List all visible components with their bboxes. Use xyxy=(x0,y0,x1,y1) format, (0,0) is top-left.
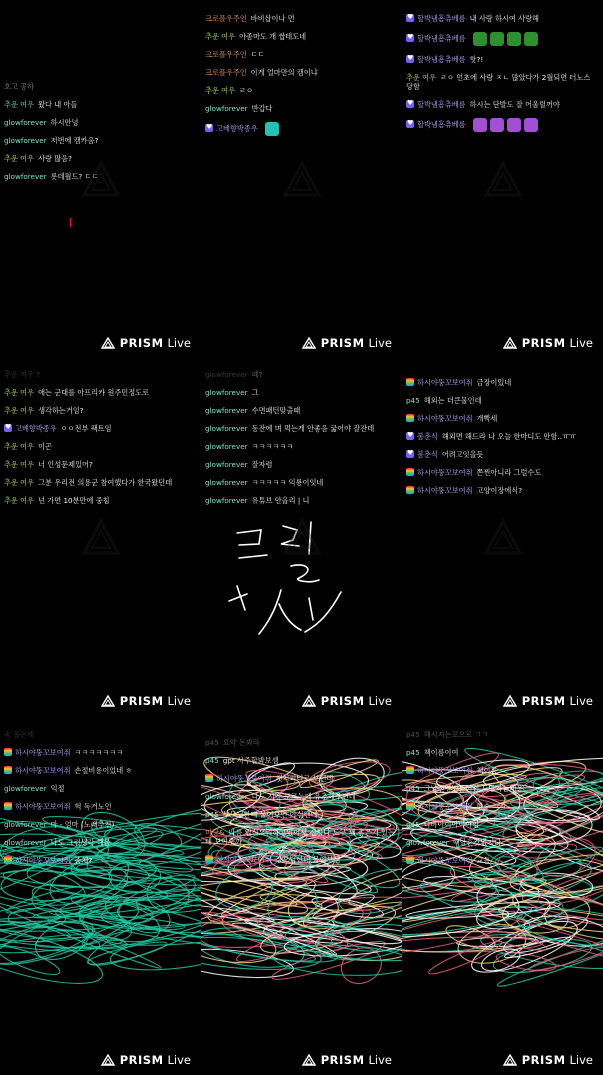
chat-text: 장모님한테 물어보셈 xyxy=(275,855,341,864)
prism-watermark-icon xyxy=(81,159,121,199)
prism-live-logo xyxy=(503,336,593,350)
chat-message xyxy=(205,738,398,747)
chat-username[interactable]: 하시야뚱꼬보여줘 xyxy=(216,774,272,783)
heart-badge-icon xyxy=(406,120,414,128)
emote-sticker-icon xyxy=(507,32,521,46)
chat-text: 좀체? xyxy=(74,856,93,865)
rainbow-badge-icon xyxy=(4,766,12,774)
chat-text: 너 인성문제있어? xyxy=(38,460,93,469)
chat-username[interactable]: glowforever xyxy=(4,820,47,829)
chat-username[interactable]: 추운 여우 xyxy=(4,478,35,487)
prism-logo-icon xyxy=(101,1054,115,1066)
brand-suffix: Live xyxy=(167,1053,191,1067)
chat-username[interactable]: 추운 여우 xyxy=(4,100,35,109)
chat-text: 수면패턴맞출때 xyxy=(251,406,301,415)
chat-username[interactable]: 크로플우주인 xyxy=(205,68,247,77)
chat-username[interactable]: glowforever xyxy=(4,118,47,127)
chat-username[interactable]: glowforever xyxy=(205,370,248,379)
brand-name: PRISM xyxy=(320,336,365,350)
chat-text: 그 xyxy=(251,388,259,397)
prism-logo-icon xyxy=(302,337,316,349)
chat-username[interactable]: glowforever xyxy=(406,838,449,847)
chat-text: 쫀찐아니라 그럴수도 xyxy=(476,468,542,477)
chat-username[interactable]: 추운 여우 xyxy=(4,460,35,469)
chat-text: 부모님한테 물어보면 아실텐데 xyxy=(222,810,318,819)
chat-message xyxy=(205,68,398,77)
stream-panel-8 xyxy=(201,716,402,1075)
chat-list xyxy=(205,738,398,873)
heart-badge-icon xyxy=(406,450,414,458)
chat-username[interactable]: 미당& xyxy=(205,828,225,837)
chat-username[interactable]: p45 xyxy=(406,784,420,793)
heart-badge-icon xyxy=(406,34,414,42)
brand-name: PRISM xyxy=(119,1053,164,1067)
chat-message xyxy=(406,450,599,459)
prism-logo-icon xyxy=(302,1054,316,1066)
chat-username[interactable]: 할박냄흠츄베름 xyxy=(417,100,466,109)
brand-suffix: Live xyxy=(569,694,593,708)
chat-list xyxy=(406,378,599,504)
chat-username[interactable]: glowforever xyxy=(205,442,248,451)
chat-text: 헉 독거노인 xyxy=(74,802,112,811)
stream-panel-7 xyxy=(0,716,201,1075)
chat-text: 챗지피티로 보던데 xyxy=(275,774,334,783)
chat-username[interactable]: p45 xyxy=(406,820,420,829)
chat-username[interactable]: 추운 여우 ? xyxy=(4,370,41,379)
emote-sticker-icon xyxy=(524,32,538,46)
chat-text: 향수 ㄱㄱ xyxy=(476,802,507,811)
prism-logo-icon xyxy=(101,337,115,349)
brand-name: PRISM xyxy=(119,694,164,708)
chat-list xyxy=(205,14,398,145)
chat-username[interactable]: glowforever xyxy=(205,388,248,397)
rainbow-badge-icon xyxy=(205,774,213,782)
chat-message xyxy=(4,478,197,487)
prism-watermark-icon xyxy=(81,517,121,557)
rainbow-badge-icon xyxy=(406,468,414,476)
emote-sticker-icon xyxy=(507,118,521,132)
chat-username[interactable]: 하시야뚱꼬보여줘 xyxy=(417,414,473,423)
chat-text: 하시는 단발도 잘 어울릴꺼야 xyxy=(469,100,560,109)
chat-text: 내 사랑 하시여 사랑해 xyxy=(469,14,539,23)
chat-list xyxy=(406,14,599,141)
chat-message xyxy=(4,766,197,775)
chat-message xyxy=(205,104,398,113)
chat-message xyxy=(205,32,398,41)
chat-username[interactable]: 할박냄흠츄베름 xyxy=(417,34,466,43)
chat-text: ㄷㄷ xyxy=(250,50,265,59)
chat-text: 해시지는꼬으로 ㄱㄱ xyxy=(423,730,489,739)
brand-name: PRISM xyxy=(119,336,164,350)
chat-message xyxy=(406,396,599,405)
emote-sticker-icon xyxy=(473,32,487,46)
chat-message xyxy=(406,486,599,495)
chat-list xyxy=(4,730,197,874)
chat-list xyxy=(4,370,197,514)
chat-message xyxy=(4,496,197,505)
chat-text: 핵날흔갓없지나 xyxy=(452,838,502,847)
heart-badge-icon xyxy=(406,55,414,63)
chat-text: 핫?! xyxy=(469,55,484,64)
chat-username[interactable]: 하시야뚱꼬보여줘 xyxy=(417,856,473,865)
chat-username[interactable]: p45 xyxy=(205,738,219,747)
chat-text: 바비삽이나 먼 xyxy=(250,14,295,23)
prism-live-logo xyxy=(503,694,593,708)
chat-text: ㄹㅇ xyxy=(239,86,253,95)
chat-message xyxy=(406,766,599,775)
chat-message xyxy=(205,810,398,819)
chat-text: 나도 시간 모르는데 유추해주던데 xyxy=(251,792,356,801)
chat-message xyxy=(4,730,197,739)
chat-message xyxy=(4,784,197,793)
chat-username[interactable]: 하시야뚱꼬보여줘 xyxy=(417,378,473,387)
chat-username[interactable]: 하시야뚱꼬보여줘 xyxy=(417,486,473,495)
chat-username[interactable]: 하시야뚱꼬보여줘 xyxy=(417,766,473,775)
heart-badge-icon xyxy=(4,424,12,432)
prism-live-logo xyxy=(503,1053,593,1067)
heart-badge-icon xyxy=(406,14,414,22)
chat-username[interactable]: 추운 여우 xyxy=(205,86,236,95)
chat-username[interactable]: 속 볼는제 xyxy=(4,730,35,739)
chat-username[interactable]: glowforever xyxy=(205,478,248,487)
brand-name: PRISM xyxy=(320,694,365,708)
chat-text: 하시안녕 xyxy=(50,118,79,127)
heart-badge-icon xyxy=(406,100,414,108)
chat-list xyxy=(406,730,599,874)
chat-username[interactable]: 봄춘식 xyxy=(417,432,438,441)
chat-username[interactable]: 할박냄흠츄베름 xyxy=(417,120,466,129)
rainbow-badge-icon xyxy=(406,766,414,774)
chat-message xyxy=(205,792,398,801)
prism-live-logo xyxy=(101,694,191,708)
prism-logo-icon xyxy=(101,695,115,707)
chat-message xyxy=(4,442,197,451)
chat-username[interactable]: 추운 여우 xyxy=(4,496,35,505)
chat-username[interactable]: 고베향박종우 xyxy=(216,124,258,133)
chat-text: 책이름 xyxy=(476,766,498,775)
chat-text: 금장이있네 xyxy=(476,378,512,387)
chat-message xyxy=(205,86,398,95)
rainbow-badge-icon xyxy=(205,855,213,863)
chat-message xyxy=(4,820,197,829)
chat-text: 왔다 내 아들 xyxy=(38,100,78,109)
stream-panel-9 xyxy=(402,716,603,1075)
prism-live-logo xyxy=(302,336,392,350)
chat-message xyxy=(205,122,398,136)
emote-sticker-icon xyxy=(490,118,504,132)
chat-message xyxy=(406,748,599,757)
chat-username[interactable]: glowforever xyxy=(205,406,248,415)
scribble-stroke xyxy=(0,893,144,976)
prism-live-logo xyxy=(302,694,392,708)
chat-username[interactable]: p45 xyxy=(406,396,420,405)
chat-text: 요약 돈봐라 xyxy=(222,738,260,747)
rainbow-badge-icon xyxy=(406,486,414,494)
chat-message xyxy=(4,748,197,757)
chat-text: ㅇㅇ전부 팩트임 xyxy=(60,424,112,433)
chat-username[interactable]: 추운 여우 xyxy=(4,442,35,451)
chat-text: 아좀마도 개 쌉테도네 xyxy=(239,32,307,41)
chat-username[interactable]: glowforever xyxy=(205,496,248,505)
chat-message xyxy=(406,378,599,387)
chat-text: 개빡세 xyxy=(476,414,498,423)
chat-message xyxy=(4,388,197,397)
chat-text: ㄹㅇ 언초에 사랑 ㅈㄴ 많았다가 2월되면 터노스 당함 xyxy=(406,73,591,91)
chat-message xyxy=(4,370,197,379)
brand-suffix: Live xyxy=(368,336,392,350)
chat-text: 나바아이아이아앙 xyxy=(423,820,480,829)
chat-message xyxy=(406,838,599,847)
chat-text: 떼? xyxy=(251,370,263,379)
chat-text: 해외면 해드라 나 오늘 한마디도 안함..ㅠㅠ xyxy=(441,432,576,441)
chat-message xyxy=(406,14,599,23)
brand-suffix: Live xyxy=(167,694,191,708)
chat-text: 유튜브 안올리 | 니 xyxy=(251,496,310,505)
prism-logo-icon xyxy=(302,695,316,707)
chat-text: ㅋㅋㅋㅋㅋ 익룡이잇네 xyxy=(251,478,324,487)
chat-message xyxy=(4,424,197,433)
chat-text: 애는 군대를 아프리카 원주민정도로 xyxy=(38,388,150,397)
prism-logo-icon xyxy=(503,1054,517,1066)
chat-username[interactable]: 크로플우주인 xyxy=(205,50,247,59)
chat-message xyxy=(205,50,398,59)
chat-username[interactable]: p45 xyxy=(205,756,219,765)
chat-username[interactable]: glowforever xyxy=(205,460,248,469)
chat-message xyxy=(4,406,197,415)
chat-username[interactable]: glowforever xyxy=(4,172,47,181)
scribble-stroke xyxy=(5,883,85,917)
chat-text: 반갑다 xyxy=(251,104,273,113)
stream-panel-1 xyxy=(0,0,201,358)
chat-text: ㅋㅋㅋㅋㅋㅋ xyxy=(251,442,294,451)
chat-text: 동잔에 며 먹는게 안좋음 굶어야 잘잔데 xyxy=(251,424,375,433)
chat-message xyxy=(205,756,398,765)
chat-username[interactable]: glowforever xyxy=(4,784,47,793)
chat-username[interactable]: 크로플우주인 xyxy=(205,14,247,23)
chat-username[interactable]: 할박냄흠츄베름 xyxy=(417,55,466,64)
chat-message xyxy=(406,468,599,477)
chat-message xyxy=(406,820,599,829)
emote-sticker-icon xyxy=(490,32,504,46)
prism-logo-icon xyxy=(503,695,517,707)
rainbow-badge-icon xyxy=(406,414,414,422)
chat-text: 교톨 xyxy=(476,856,491,865)
brand-name: PRISM xyxy=(521,1053,566,1067)
prism-live-logo xyxy=(101,336,191,350)
chat-message xyxy=(4,100,197,109)
chat-username[interactable]: p45 xyxy=(205,810,219,819)
chat-message xyxy=(406,730,599,739)
stream-panel-4 xyxy=(0,358,201,716)
chat-username[interactable]: 하시야뚱꼬보여줘 xyxy=(216,855,272,864)
emote-sticker-icon xyxy=(473,118,487,132)
stream-panel-2 xyxy=(201,0,402,358)
stream-panel-6 xyxy=(402,358,603,716)
scribble-stroke xyxy=(402,903,510,942)
chat-username[interactable]: glowforever xyxy=(205,424,248,433)
heart-badge-icon xyxy=(205,124,213,132)
prism-watermark-icon xyxy=(483,517,523,557)
stream-panel-3 xyxy=(402,0,603,358)
emote-sticker-icon xyxy=(524,118,538,132)
rainbow-badge-icon xyxy=(406,856,414,864)
chat-text: gpt 사주할봐보셈 xyxy=(222,756,279,765)
chat-text: 익절 xyxy=(50,784,65,793)
prism-watermark-icon xyxy=(282,517,322,557)
chat-username[interactable]: p45 xyxy=(406,730,420,739)
chat-message xyxy=(205,774,398,783)
chat-username[interactable]: glowforever xyxy=(4,136,47,145)
chat-username[interactable]: 추운 여우 xyxy=(406,73,437,82)
rainbow-badge-icon xyxy=(406,378,414,386)
stream-panel-5 xyxy=(201,358,402,716)
chat-text: 잘자렴 xyxy=(251,460,273,469)
brand-name: PRISM xyxy=(521,694,566,708)
chat-message xyxy=(4,460,197,469)
chat-username[interactable]: 하시야뚱꼬보여줘 xyxy=(417,802,473,811)
rainbow-badge-icon xyxy=(4,802,12,810)
chat-text: 손절비용이었네 ㅎ xyxy=(74,766,133,775)
heart-badge-icon xyxy=(406,432,414,440)
brand-suffix: Live xyxy=(167,336,191,350)
chat-username[interactable]: glowforever xyxy=(4,838,47,847)
chat-message xyxy=(406,32,599,46)
chat-username[interactable]: 하시야뚱꼬보여줘 xyxy=(15,748,71,757)
chat-text: 해외는 더큰물인데 xyxy=(423,396,482,405)
brand-name: PRISM xyxy=(521,336,566,350)
chat-username[interactable]: glowforever xyxy=(205,792,248,801)
chat-username[interactable]: p45 xyxy=(406,748,420,757)
chat-username[interactable]: 하시야뚱꼬보여줘 xyxy=(15,766,71,775)
chat-message xyxy=(406,55,599,64)
chat-message xyxy=(205,855,398,864)
rainbow-badge-icon xyxy=(406,802,414,810)
chat-username[interactable]: 고베향박종우 xyxy=(15,424,57,433)
chat-message xyxy=(4,82,197,91)
chat-username[interactable]: 추운 여우 xyxy=(4,406,35,415)
chat-text: 마 - 엄마 (노래추천) xyxy=(50,820,115,829)
chat-username[interactable]: 추운 여우 xyxy=(4,388,35,397)
chat-message xyxy=(205,828,398,846)
chat-message xyxy=(4,118,197,127)
chat-text: 넌 가면 10분만에 중침 xyxy=(38,496,110,505)
rainbow-badge-icon xyxy=(4,748,12,756)
chat-text: 생각하는거임? xyxy=(38,406,84,415)
chat-text: 고양이장에식? xyxy=(476,486,523,495)
chat-message xyxy=(406,432,599,441)
chat-username[interactable]: 호고 공하 xyxy=(4,82,35,91)
prism-logo-icon xyxy=(503,337,517,349)
chat-text: 나름 일식요리하고있어서 접시나 도구 꽤 좋은거 있는데 보여주까 xyxy=(205,828,395,846)
chat-message xyxy=(406,856,599,865)
chat-text: 책이름이여 xyxy=(423,748,459,757)
chat-username[interactable]: 하시야뚱꼬보여줘 xyxy=(15,802,71,811)
chat-username[interactable]: 추운 여우 xyxy=(205,32,236,41)
chat-text: ㅋㅋㅋㅋㅋㅋㅋ xyxy=(74,748,124,757)
chat-message xyxy=(205,14,398,23)
chat-username[interactable]: 할박냄흠츄베름 xyxy=(417,14,466,23)
brand-suffix: Live xyxy=(569,1053,593,1067)
brand-name: PRISM xyxy=(320,1053,365,1067)
brand-suffix: Live xyxy=(368,694,392,708)
prism-live-logo xyxy=(101,1053,191,1067)
chat-text: 그분 우리전 의용군 참여했다가 한국왔던데 xyxy=(38,478,173,487)
chat-message xyxy=(406,784,599,793)
chat-text: 나도 그런생각 해봄 xyxy=(50,838,111,847)
emote-sticker-icon xyxy=(265,122,279,136)
chat-text: 이곤 xyxy=(38,442,52,451)
chat-text: 저번에 캠카옴? xyxy=(50,136,99,145)
chat-text: 이게 얼마만의 캠이냐 xyxy=(250,68,318,77)
chat-username[interactable]: 추운 여우 xyxy=(4,154,35,163)
chat-username[interactable]: 봄춘식 xyxy=(417,450,438,459)
chat-text: 롯데월드? ㄷㄷ xyxy=(50,172,99,181)
prism-live-logo xyxy=(302,1053,392,1067)
prism-watermark-icon xyxy=(282,159,322,199)
brand-suffix: Live xyxy=(368,1053,392,1067)
chat-text: 그냥전영범들어서 도망가는내용 xyxy=(423,784,524,793)
chat-message xyxy=(4,856,197,865)
chat-message xyxy=(406,118,599,132)
chat-text: 사랑 많음? xyxy=(38,154,72,163)
chat-username[interactable]: 하시야뚱꼬보여줘 xyxy=(15,856,71,865)
chat-text: 어려고잇을듯 xyxy=(441,450,484,459)
chat-username[interactable]: 하시야뚱꼬보여줘 xyxy=(417,468,473,477)
chat-username[interactable]: glowforever xyxy=(205,104,248,113)
chat-message xyxy=(406,73,599,91)
chat-message xyxy=(4,136,197,145)
chat-message xyxy=(4,802,197,811)
prism-watermark-icon xyxy=(483,159,523,199)
brand-suffix: Live xyxy=(569,336,593,350)
chat-message xyxy=(406,100,599,109)
chat-message xyxy=(406,414,599,423)
chat-message xyxy=(406,802,599,811)
chat-message xyxy=(4,838,197,847)
rainbow-badge-icon xyxy=(4,856,12,864)
text-cursor xyxy=(70,218,71,227)
